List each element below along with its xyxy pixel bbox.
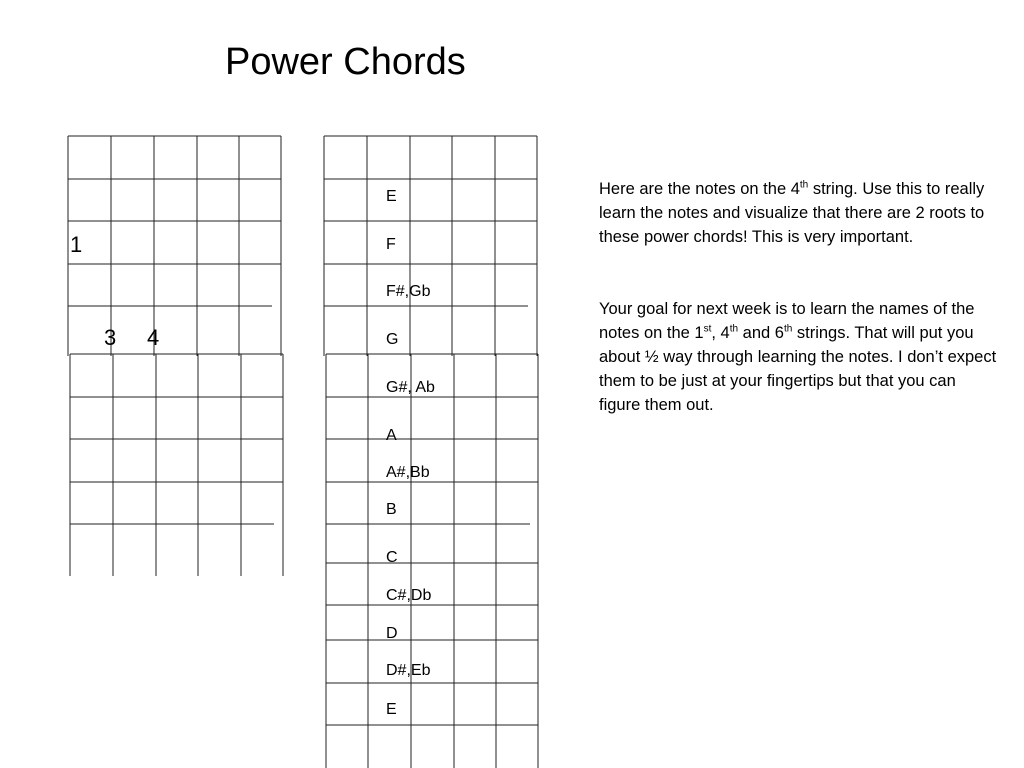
- note-label: C: [386, 549, 398, 566]
- note-label: B: [386, 501, 397, 518]
- paragraph-text: string. Use this to really learn the notes and visualize that there are 2 roots to these power chords! This is very important.: [599, 180, 985, 246]
- right-fretboard-bottom: [326, 354, 538, 768]
- finger-number-4: 4: [147, 325, 160, 350]
- right-fretboard-top: [324, 136, 537, 356]
- finger-number-3: 3: [104, 325, 117, 350]
- note-label: D#,Eb: [386, 662, 431, 679]
- left-fretboard-bottom: [70, 354, 283, 576]
- note-label: E: [386, 188, 397, 205]
- superscript: st: [703, 323, 712, 335]
- paragraph-text: and 6: [738, 324, 784, 342]
- note-label: G#, Ab: [386, 379, 435, 396]
- note-label: F#,Gb: [386, 283, 431, 300]
- paragraph-text: , 4: [711, 324, 730, 342]
- page-title: Power Chords: [225, 41, 466, 83]
- finger-number-1: 1: [70, 232, 83, 257]
- note-label: A: [386, 427, 397, 444]
- paragraph-text: strings. That will put you about ½ way through learning the notes. I don’t expect them to be just at your fingertips but that you can figure them out.: [599, 324, 997, 414]
- superscript: th: [729, 323, 739, 335]
- note-label: A#,Bb: [386, 464, 430, 481]
- superscript: th: [783, 323, 793, 335]
- note-label: E: [386, 701, 397, 718]
- superscript: th: [799, 179, 809, 191]
- note-label: G: [386, 331, 399, 348]
- paragraph-text: Your goal for next week is to learn the names of the notes on the 1: [599, 300, 975, 342]
- note-label: C#,Db: [386, 587, 432, 604]
- note-label: F: [386, 236, 396, 253]
- paragraph-text: Here are the notes on the 4: [599, 180, 800, 198]
- note-label: D: [386, 625, 398, 642]
- left-fretboard-top: [68, 136, 281, 356]
- instructions-paragraph-1: [599, 177, 999, 249]
- instructions-paragraph-2: [599, 297, 999, 417]
